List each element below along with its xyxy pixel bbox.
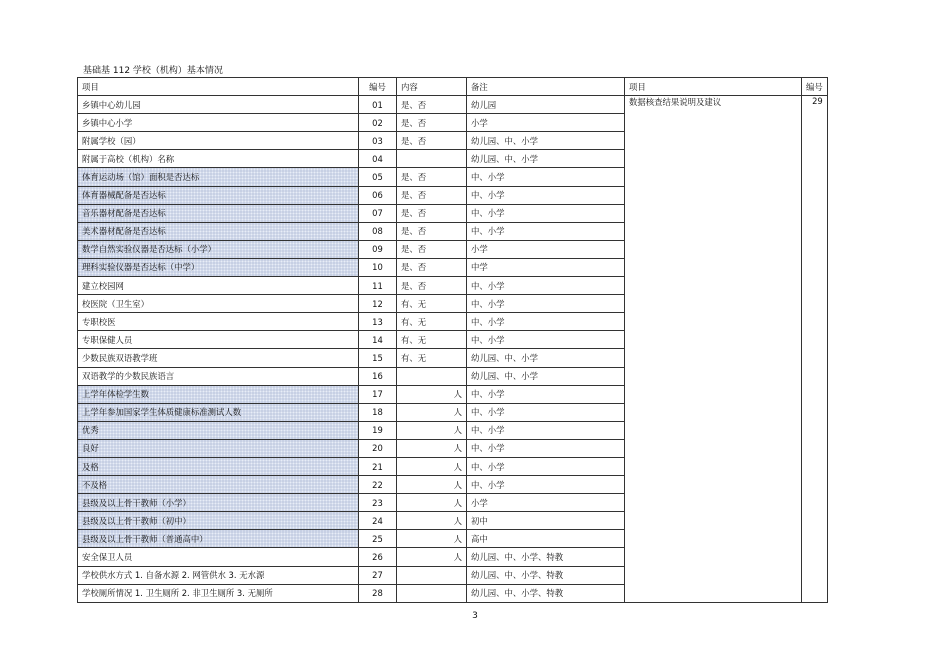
row-code: 01 xyxy=(359,96,397,114)
row-content: 人 xyxy=(397,512,467,530)
row-code: 23 xyxy=(359,494,397,512)
row-notes: 中、小学 xyxy=(467,186,625,204)
row-content: 有、无 xyxy=(397,331,467,349)
row-notes: 幼儿园、中、小学、特教 xyxy=(467,584,625,602)
row-notes: 幼儿园、中、小学 xyxy=(467,367,625,385)
row-code: 12 xyxy=(359,295,397,313)
row-notes: 中、小学 xyxy=(467,403,625,421)
row-notes: 中、小学 xyxy=(467,476,625,494)
side-code: 29 xyxy=(802,96,828,603)
row-code: 21 xyxy=(359,457,397,475)
row-notes: 中、小学 xyxy=(467,439,625,457)
row-item-name: 音乐器材配备是否达标 xyxy=(78,204,359,222)
row-content: 是、否 xyxy=(397,96,467,114)
row-item-name: 学校供水方式 1. 自备水源 2. 网管供水 3. 无水源 xyxy=(78,566,359,584)
row-code: 20 xyxy=(359,439,397,457)
row-code: 04 xyxy=(359,150,397,168)
row-notes: 中、小学 xyxy=(467,168,625,186)
side-item: 数据核查结果说明及建议 xyxy=(625,96,802,603)
row-content: 是、否 xyxy=(397,240,467,258)
header-code2: 编号 xyxy=(802,78,828,96)
row-item-name: 附属于高校（机构）名称 xyxy=(78,150,359,168)
row-content: 是、否 xyxy=(397,186,467,204)
row-code: 27 xyxy=(359,566,397,584)
row-item-name: 双语教学的少数民族语言 xyxy=(78,367,359,385)
row-code: 19 xyxy=(359,421,397,439)
row-item-name: 附属学校（园） xyxy=(78,132,359,150)
row-code: 09 xyxy=(359,240,397,258)
row-item-name: 理科实验仪器是否达标（中学） xyxy=(78,258,359,276)
row-code: 15 xyxy=(359,349,397,367)
row-content: 是、否 xyxy=(397,258,467,276)
row-item-name: 乡镇中心小学 xyxy=(78,114,359,132)
row-content: 人 xyxy=(397,403,467,421)
row-notes: 中学 xyxy=(467,258,625,276)
row-content: 是、否 xyxy=(397,168,467,186)
row-content: 人 xyxy=(397,494,467,512)
row-code: 25 xyxy=(359,530,397,548)
row-item-name: 建立校园网 xyxy=(78,277,359,295)
row-item-name: 少数民族双语教学班 xyxy=(78,349,359,367)
row-content: 是、否 xyxy=(397,132,467,150)
row-notes: 中、小学 xyxy=(467,385,625,403)
row-content: 有、无 xyxy=(397,295,467,313)
header-content: 内容 xyxy=(397,78,467,96)
row-content: 是、否 xyxy=(397,277,467,295)
basic-info-table xyxy=(77,77,828,603)
header-item: 项目 xyxy=(78,78,359,96)
row-content: 有、无 xyxy=(397,349,467,367)
row-notes: 中、小学 xyxy=(467,277,625,295)
row-content xyxy=(397,367,467,385)
row-content: 人 xyxy=(397,385,467,403)
row-notes: 中、小学 xyxy=(467,295,625,313)
table-row xyxy=(78,96,828,114)
row-content: 是、否 xyxy=(397,114,467,132)
row-content: 人 xyxy=(397,439,467,457)
row-code: 05 xyxy=(359,168,397,186)
row-item-name: 乡镇中心幼儿园 xyxy=(78,96,359,114)
row-notes: 高中 xyxy=(467,530,625,548)
row-code: 18 xyxy=(359,403,397,421)
row-notes: 幼儿园 xyxy=(467,96,625,114)
row-code: 26 xyxy=(359,548,397,566)
row-code: 03 xyxy=(359,132,397,150)
table-header-row xyxy=(78,78,828,96)
row-notes: 小学 xyxy=(467,494,625,512)
row-content: 人 xyxy=(397,476,467,494)
row-content: 人 xyxy=(397,421,467,439)
row-item-name: 美术器材配备是否达标 xyxy=(78,222,359,240)
row-item-name: 体育运动场（馆）面积是否达标 xyxy=(78,168,359,186)
row-content xyxy=(397,566,467,584)
row-notes: 幼儿园、中、小学、特教 xyxy=(467,566,625,584)
row-code: 06 xyxy=(359,186,397,204)
row-code: 02 xyxy=(359,114,397,132)
row-item-name: 上学年体检学生数 xyxy=(78,385,359,403)
row-content: 是、否 xyxy=(397,204,467,222)
row-notes: 中、小学 xyxy=(467,313,625,331)
row-content xyxy=(397,150,467,168)
header-item2: 项目 xyxy=(625,78,802,96)
row-item-name: 专职保健人员 xyxy=(78,331,359,349)
header-notes: 备注 xyxy=(467,78,625,96)
row-notes: 幼儿园、中、小学 xyxy=(467,349,625,367)
row-item-name: 县级及以上骨干教师（普通高中） xyxy=(78,530,359,548)
row-notes: 中、小学 xyxy=(467,204,625,222)
row-item-name: 校医院（卫生室） xyxy=(78,295,359,313)
row-code: 13 xyxy=(359,313,397,331)
row-item-name: 专职校医 xyxy=(78,313,359,331)
row-item-name: 体育器械配备是否达标 xyxy=(78,186,359,204)
row-notes: 中、小学 xyxy=(467,222,625,240)
row-content xyxy=(397,584,467,602)
row-item-name: 数学自然实验仪器是否达标（小学） xyxy=(78,240,359,258)
row-content: 有、无 xyxy=(397,313,467,331)
row-item-name: 安全保卫人员 xyxy=(78,548,359,566)
row-item-name: 学校厕所情况 1. 卫生厕所 2. 非卫生厕所 3. 无厕所 xyxy=(78,584,359,602)
row-notes: 幼儿园、中、小学 xyxy=(467,132,625,150)
page-title: 基础基 112 学校（机构）基本情况 xyxy=(83,66,223,76)
row-item-name: 优秀 xyxy=(78,421,359,439)
row-code: 07 xyxy=(359,204,397,222)
row-item-name: 县级及以上骨干教师（初中） xyxy=(78,512,359,530)
row-code: 11 xyxy=(359,277,397,295)
row-code: 14 xyxy=(359,331,397,349)
row-item-name: 良好 xyxy=(78,439,359,457)
row-item-name: 县级及以上骨干教师（小学） xyxy=(78,494,359,512)
row-code: 08 xyxy=(359,222,397,240)
row-code: 28 xyxy=(359,584,397,602)
row-notes: 幼儿园、中、小学 xyxy=(467,150,625,168)
row-notes: 小学 xyxy=(467,240,625,258)
row-code: 10 xyxy=(359,258,397,276)
row-content: 是、否 xyxy=(397,222,467,240)
row-notes: 中、小学 xyxy=(467,421,625,439)
row-content: 人 xyxy=(397,457,467,475)
row-code: 17 xyxy=(359,385,397,403)
row-notes: 小学 xyxy=(467,114,625,132)
row-notes: 幼儿园、中、小学、特教 xyxy=(467,548,625,566)
row-notes: 中、小学 xyxy=(467,331,625,349)
header-code: 编号 xyxy=(359,78,397,96)
row-item-name: 不及格 xyxy=(78,476,359,494)
row-item-name: 上学年参加国家学生体质健康标准测试人数 xyxy=(78,403,359,421)
row-content: 人 xyxy=(397,530,467,548)
row-notes: 初中 xyxy=(467,512,625,530)
row-code: 16 xyxy=(359,367,397,385)
page-number: 3 xyxy=(472,611,478,621)
row-code: 24 xyxy=(359,512,397,530)
row-content: 人 xyxy=(397,548,467,566)
row-notes: 中、小学 xyxy=(467,457,625,475)
row-code: 22 xyxy=(359,476,397,494)
row-item-name: 及格 xyxy=(78,457,359,475)
